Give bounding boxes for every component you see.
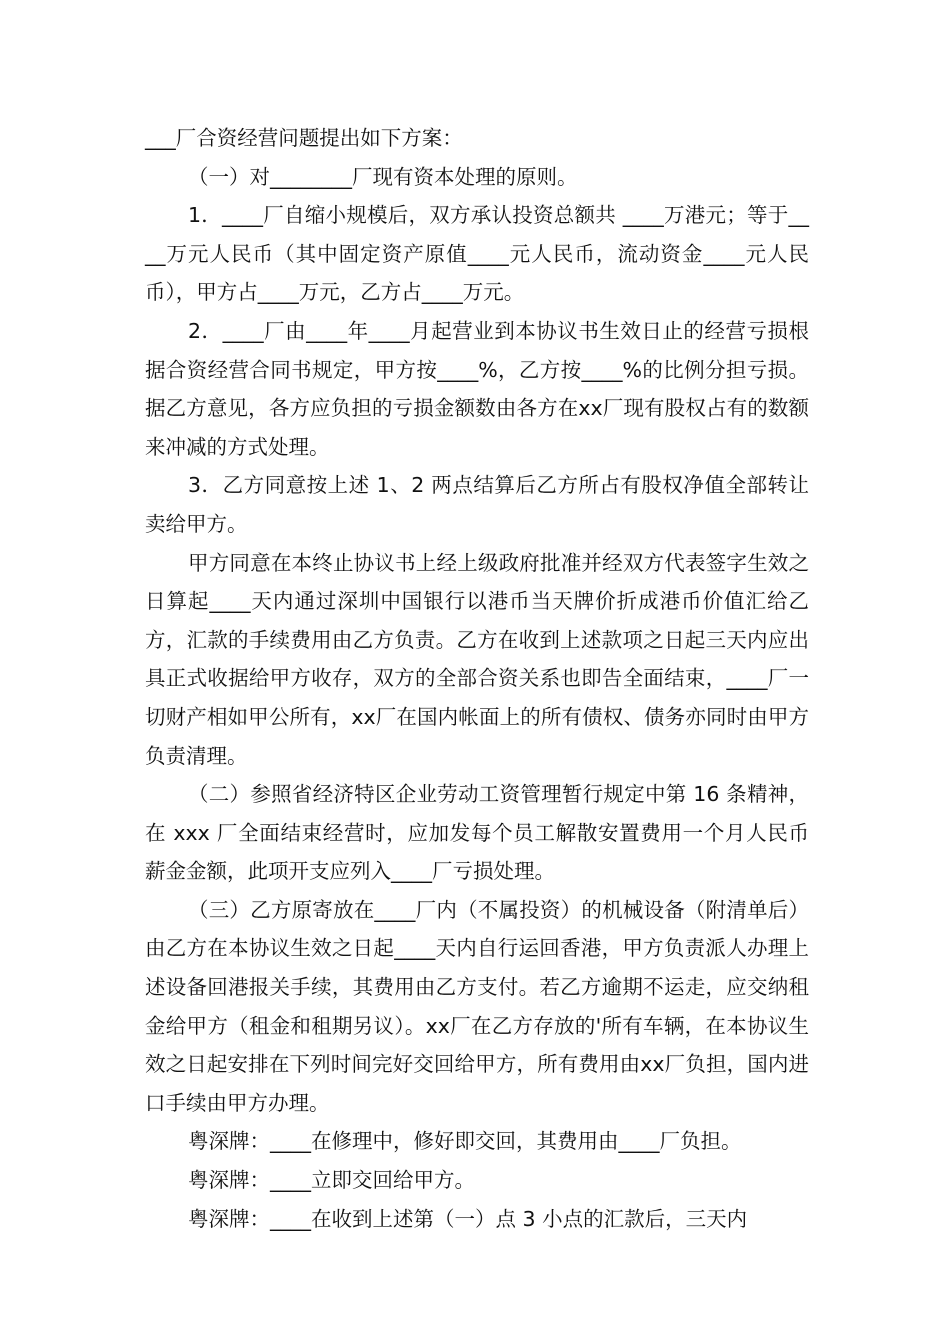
paragraph-intro: ___厂合资经营问题提出如下方案： xyxy=(145,126,463,150)
paragraph-vehicle-3: 粤深牌：____在收到上述第（一）点 3 小点的汇款后，三天内 xyxy=(188,1206,748,1231)
paragraph-item-2: 2．____厂由____年____月起营业到本协议书生效日止的经营亏损根据合资经营合同书规定，甲方按____%，乙方按____%的比例分担亏损。据乙方意见，各方应负担的亏损金额数由各方在xx厂现有股权占有的数额来冲减的方式处理。 xyxy=(145,318,809,459)
paragraph-item-3: 3．乙方同意按上述 1、2 两点结算后乙方所占有股权净值全部转让卖给甲方。 xyxy=(145,473,809,536)
paragraph-section-1: （一）对________厂现有资本处理的原则。 xyxy=(188,164,578,189)
document-body xyxy=(145,119,809,1238)
paragraph-section-3: （三）乙方原寄放在____厂内（不属投资）的机械设备（附清单后）由乙方在本协议生效之日起____天内自行运回香港，甲方负责派人办理上述设备回港报关手续，其费用由乙方支付。若乙方逾期不运走，应交纳租金给甲方（租金和租期另议）。xx厂在乙方存放的'所有车辆，在本协议生效之日起安排在下列时间完好交回给甲方，所有费用由xx厂负担，国内进口手续由甲方办理。 xyxy=(145,897,809,1115)
paragraph-payment: 甲方同意在本终止协议书上经上级政府批准并经双方代表签字生效之日算起____天内通过深圳中国银行以港币当天牌价折成港币价值汇给乙方，汇款的手续费用由乙方负责。乙方在收到上述款项之日起三天内应出具正式收据给甲方收存，双方的全部合资关系也即告全面结束，____厂一切财产相如甲公所有，xx厂在国内帐面上的所有债权、债务亦同时由甲方负责清理。 xyxy=(145,550,809,768)
paragraph-item-1: 1．____厂自缩小规模后，双方承认投资总额共 ____万港元；等于____万元人民币（其中固定资产原值____元人民币，流动资金____元人民币），甲方占____万元，乙方占____万元。 xyxy=(145,203,809,305)
paragraph-section-2: （二）参照省经济特区企业劳动工资管理暂行规定中第 16 条精神，在 xxx 厂全面结束经营时，应加发每个员工解散安置费用一个月人民币薪金金额，此项开支应列入____厂亏损处理。 xyxy=(145,782,809,884)
paragraph-vehicle-2: 粤深牌：____立即交回给甲方。 xyxy=(188,1168,475,1193)
paragraph-vehicle-1: 粤深牌：____在修理中，修好即交回，其费用由____厂负担。 xyxy=(188,1129,742,1154)
